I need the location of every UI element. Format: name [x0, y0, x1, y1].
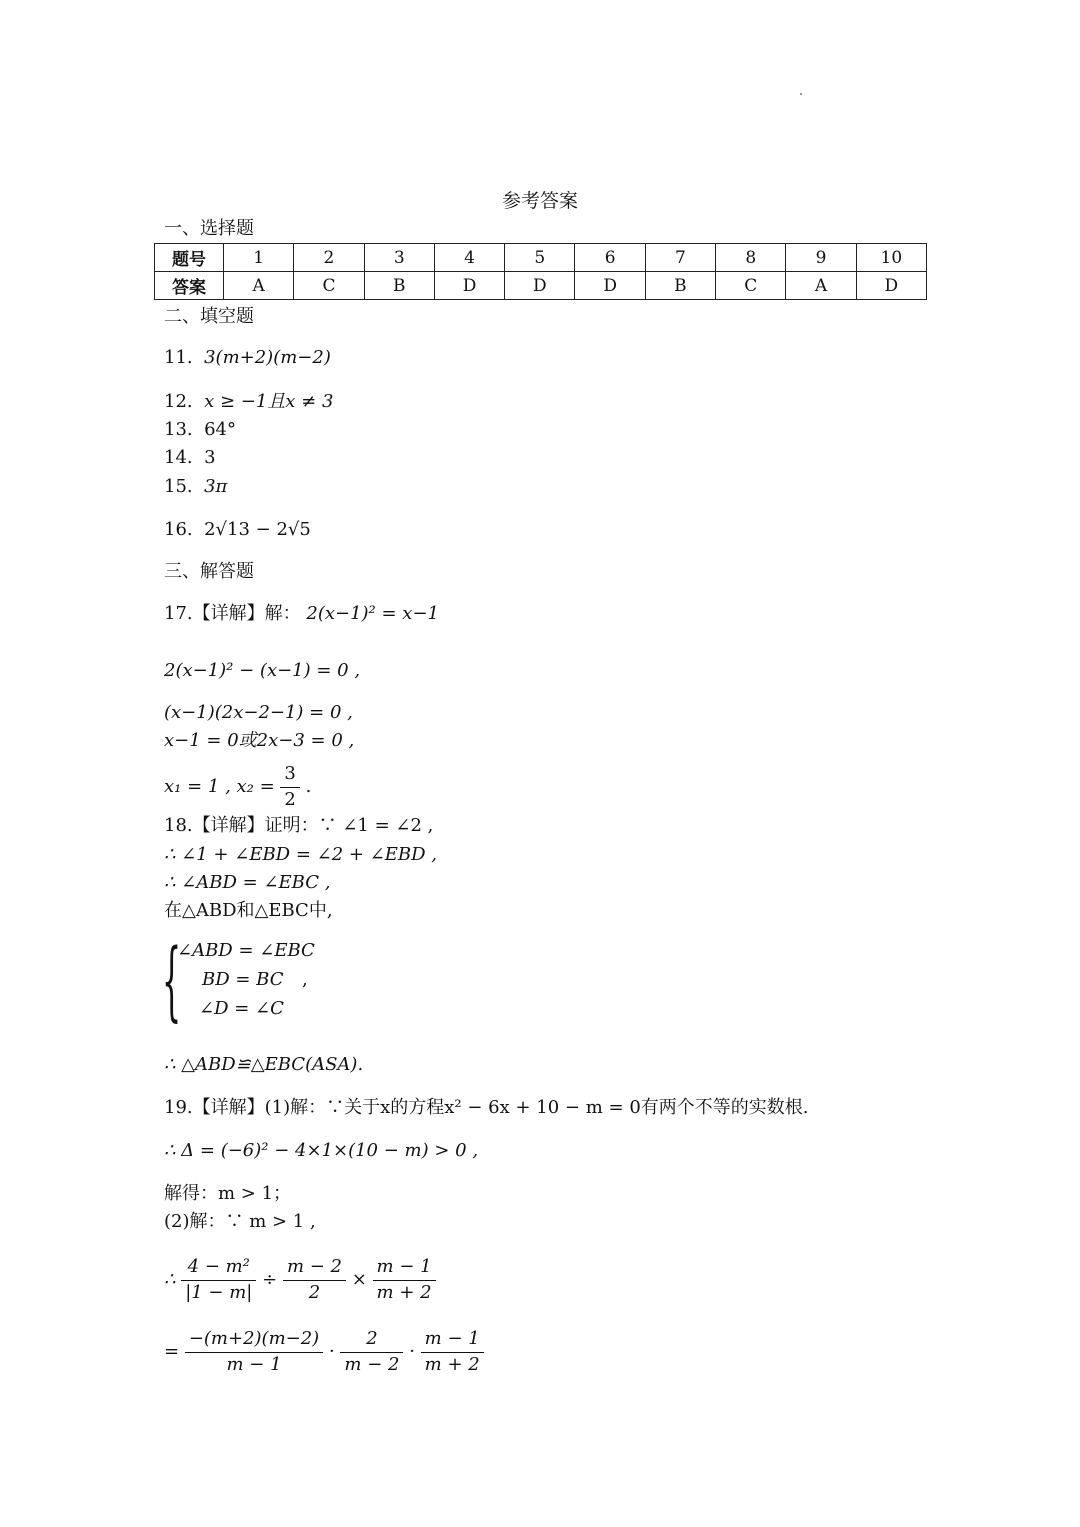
table-cell: D — [434, 272, 504, 300]
numerator: m − 2 — [283, 1255, 346, 1281]
q19-step-1: ∴ Δ = (−6)² − 4×1×(10 − m) > 0 , — [164, 1140, 479, 1161]
question-number: 14. — [164, 447, 193, 468]
table-cell: 2 — [294, 244, 364, 272]
q17-step-1: 2(x−1)² − (x−1) = 0 , — [164, 660, 361, 681]
equals-sign: = — [164, 1341, 180, 1362]
q18-condition-1: ∠ABD = ∠EBC — [177, 940, 315, 961]
answer-expression: x ≥ −1且x ≠ 3 — [204, 391, 334, 412]
answer-expression: 3(m+2)(m−2) — [204, 347, 331, 368]
table-row — [155, 272, 927, 300]
table-cell: 6 — [575, 244, 645, 272]
table-cell: A — [786, 272, 856, 300]
q17-step-2: (x−1)(2x−2−1) = 0 , — [164, 702, 353, 723]
table-cell: 1 — [224, 244, 294, 272]
q17-solution — [164, 762, 311, 812]
table-cell: D — [856, 272, 926, 300]
denominator: 2 — [284, 788, 296, 810]
table-cell: B — [364, 272, 434, 300]
numerator: m − 1 — [421, 1327, 484, 1353]
q18-condition-2: BD = BC — [202, 969, 284, 990]
fraction — [181, 1255, 256, 1305]
numerator: m − 1 — [373, 1255, 436, 1281]
table-cell: 10 — [856, 244, 926, 272]
q18-step-3: 在△ABD和△EBC中, — [164, 900, 333, 921]
q18-step-1: ∴ ∠1 + ∠EBD = ∠2 + ∠EBD , — [164, 844, 438, 865]
scan-speck — [800, 93, 802, 95]
denominator: 2 — [308, 1281, 321, 1303]
q17-step-3: x−1 = 0或2x−3 = 0 , — [164, 730, 355, 751]
table-cell: 4 — [434, 244, 504, 272]
q19-step-3: (2)解：∵ m > 1 , — [164, 1211, 316, 1232]
table-cell: 8 — [716, 244, 786, 272]
table-header-number: 题号 — [155, 244, 224, 272]
q18-step-2: ∴ ∠ABD = ∠EBC , — [164, 872, 331, 893]
section-fill-heading: 二、填空题 — [164, 306, 254, 327]
fill-answer-14 — [164, 449, 216, 467]
table-row — [155, 244, 927, 272]
table-cell: C — [716, 272, 786, 300]
q18-condition-3: ∠D = ∠C — [199, 998, 284, 1019]
q18-conclusion: ∴ △ABD≌△EBC(ASA). — [164, 1054, 364, 1075]
denominator: |1 − m| — [185, 1281, 253, 1303]
denominator: m − 1 — [226, 1353, 282, 1375]
fraction — [373, 1255, 436, 1305]
table-cell: 7 — [645, 244, 715, 272]
q17-equation: 2(x−1)² = x−1 — [306, 603, 439, 624]
numerator: 4 − m² — [181, 1255, 256, 1281]
section-choice-heading: 一、选择题 — [164, 218, 254, 239]
fraction — [185, 1327, 323, 1377]
operator: · — [409, 1341, 415, 1362]
fill-answer-12 — [164, 393, 333, 411]
q18-heading: 18.【详解】证明：∵ ∠1 = ∠2 , — [164, 815, 434, 836]
q19-expression-2 — [164, 1327, 484, 1377]
denominator: m − 2 — [344, 1353, 400, 1375]
fraction — [283, 1255, 346, 1305]
numerator: 2 — [340, 1327, 403, 1353]
therefore-symbol: ∴ — [164, 1269, 176, 1290]
fill-answer-16 — [164, 521, 311, 539]
question-number: 11. — [164, 347, 193, 368]
period: . — [305, 776, 312, 797]
question-number: 13. — [164, 419, 193, 440]
q18-system-comma: , — [302, 969, 308, 990]
section-solve-heading: 三、解答题 — [164, 561, 254, 582]
table-cell: D — [505, 272, 575, 300]
q19-heading: 19.【详解】(1)解：∵关于x的方程x² − 6x + 10 − m = 0有两个不等的实数根. — [164, 1097, 809, 1118]
answer-expression: 3π — [204, 476, 228, 497]
q17-heading — [164, 605, 439, 623]
table-header-answer: 答案 — [155, 272, 224, 300]
operator: × — [351, 1269, 367, 1290]
system-brace: { — [162, 931, 182, 1031]
denominator: m + 2 — [376, 1281, 432, 1303]
question-number: 16. — [164, 519, 193, 540]
fill-answer-11 — [164, 349, 331, 367]
fraction — [340, 1327, 403, 1377]
numerator: −(m+2)(m−2) — [185, 1327, 323, 1353]
fill-answer-13 — [164, 421, 236, 439]
fraction — [280, 762, 299, 812]
q17-roots: x₁ = 1 , x₂ = — [164, 776, 275, 797]
q19-expression-1 — [164, 1255, 436, 1305]
numerator: 3 — [280, 762, 299, 788]
denominator: m + 2 — [424, 1353, 480, 1375]
answer-table — [154, 243, 927, 300]
table-cell: 3 — [364, 244, 434, 272]
answer-expression: 2√13 − 2√5 — [204, 519, 311, 540]
table-cell: D — [575, 272, 645, 300]
page-title: 参考答案 — [502, 190, 579, 212]
table-cell: C — [294, 272, 364, 300]
answer-expression: 64° — [204, 419, 236, 440]
table-cell: 9 — [786, 244, 856, 272]
table-cell: B — [645, 272, 715, 300]
table-cell: A — [224, 272, 294, 300]
question-number: 12. — [164, 391, 193, 412]
answer-expression: 3 — [204, 447, 216, 468]
question-number: 15. — [164, 476, 193, 497]
table-cell: 5 — [505, 244, 575, 272]
operator: · — [328, 1341, 335, 1362]
q17-label: 17.【详解】解： — [164, 603, 301, 624]
operator: ÷ — [262, 1269, 278, 1290]
fraction — [421, 1327, 484, 1377]
fill-answer-15 — [164, 478, 227, 496]
q19-step-2: 解得：m > 1； — [164, 1183, 292, 1204]
